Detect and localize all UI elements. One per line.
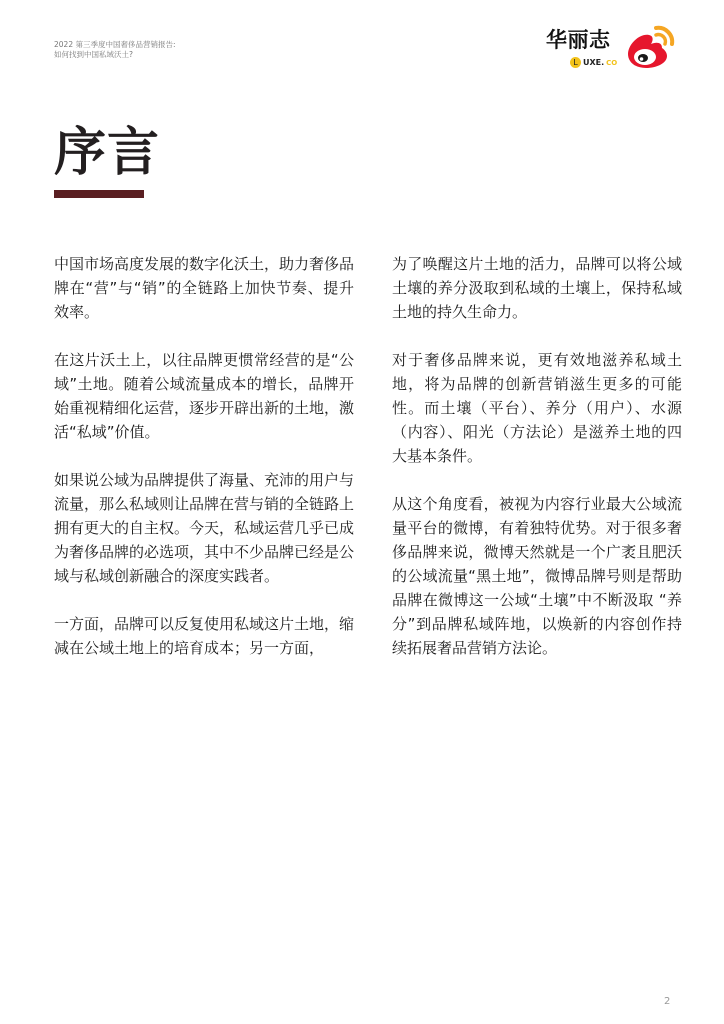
paragraph: 为了唤醒这片土地的活力，品牌可以将公域土壤的养分汲取到私域的土壤上，保持私域土地的持久生命力。	[392, 255, 682, 321]
weibo-logo-icon	[622, 24, 676, 70]
luxe-co-badge-letter: L	[570, 57, 581, 68]
paragraph: 从这个角度看，被视为内容行业最大公域流量平台的微博，有着独特优势。对于很多奢侈品牌来说，微博天然就是一个广袤且肥沃的公域流量“黑土地”，微博品牌号则是帮助品牌在微博这一公域“土壤”中不断汲取 “养分”到品牌私域阵地，以焕新的内容创作持续拓展奢品营销方法论。	[392, 495, 682, 657]
paragraph: 如果说公域为品牌提供了海量、充沛的用户与流量，那么私域则让品牌在营与销的全链路上拥有更大的自主权。今天，私域运营几乎已成为奢侈品牌的必选项，其中不少品牌已经是公域与私域创新融合的深度实践者。	[54, 471, 355, 585]
report-subtitle-line-2: 如何找到中国私域沃土?	[54, 50, 133, 59]
luxe-co-badge	[570, 57, 617, 68]
paragraph: 对于奢侈品牌来说，更有效地滋养私域土地，将为品牌的创新营销滋生更多的可能性。而土壤（平台）、养分（用户）、水源（内容）、阳光（方法论）是滋养土地的四大基本条件。	[392, 351, 682, 465]
report-subtitle-line-1: 2022 第三季度中国奢侈品营销报告:	[54, 40, 176, 49]
paragraph: 一方面，品牌可以反复使用私域这片土地，缩减在公域土地上的培育成本；另一方面，	[54, 615, 355, 657]
report-subtitle	[54, 40, 176, 60]
luxe-co-badge-suffix: CO	[606, 58, 618, 67]
right-text-column	[392, 252, 682, 684]
luxe-co-logo	[546, 24, 616, 70]
luxe-co-logo-text: 华丽志	[546, 28, 611, 52]
page-number: 2	[664, 996, 671, 1007]
left-text-column	[54, 252, 354, 684]
paragraph: 中国市场高度发展的数字化沃土，助力奢侈品牌在“营”与“销”的全链路上加快节奏、提升效率。	[54, 255, 355, 321]
paragraph: 在这片沃土上，以往品牌更惯常经营的是“公域”土地。随着公域流量成本的增长，品牌开始重视精细化运营，逐步开辟出新的土地，激活“私域”价值。	[54, 351, 355, 441]
title-underline-bar	[54, 190, 144, 198]
page-title: 序言	[54, 123, 161, 183]
luxe-co-badge-word: UXE.	[583, 58, 605, 67]
